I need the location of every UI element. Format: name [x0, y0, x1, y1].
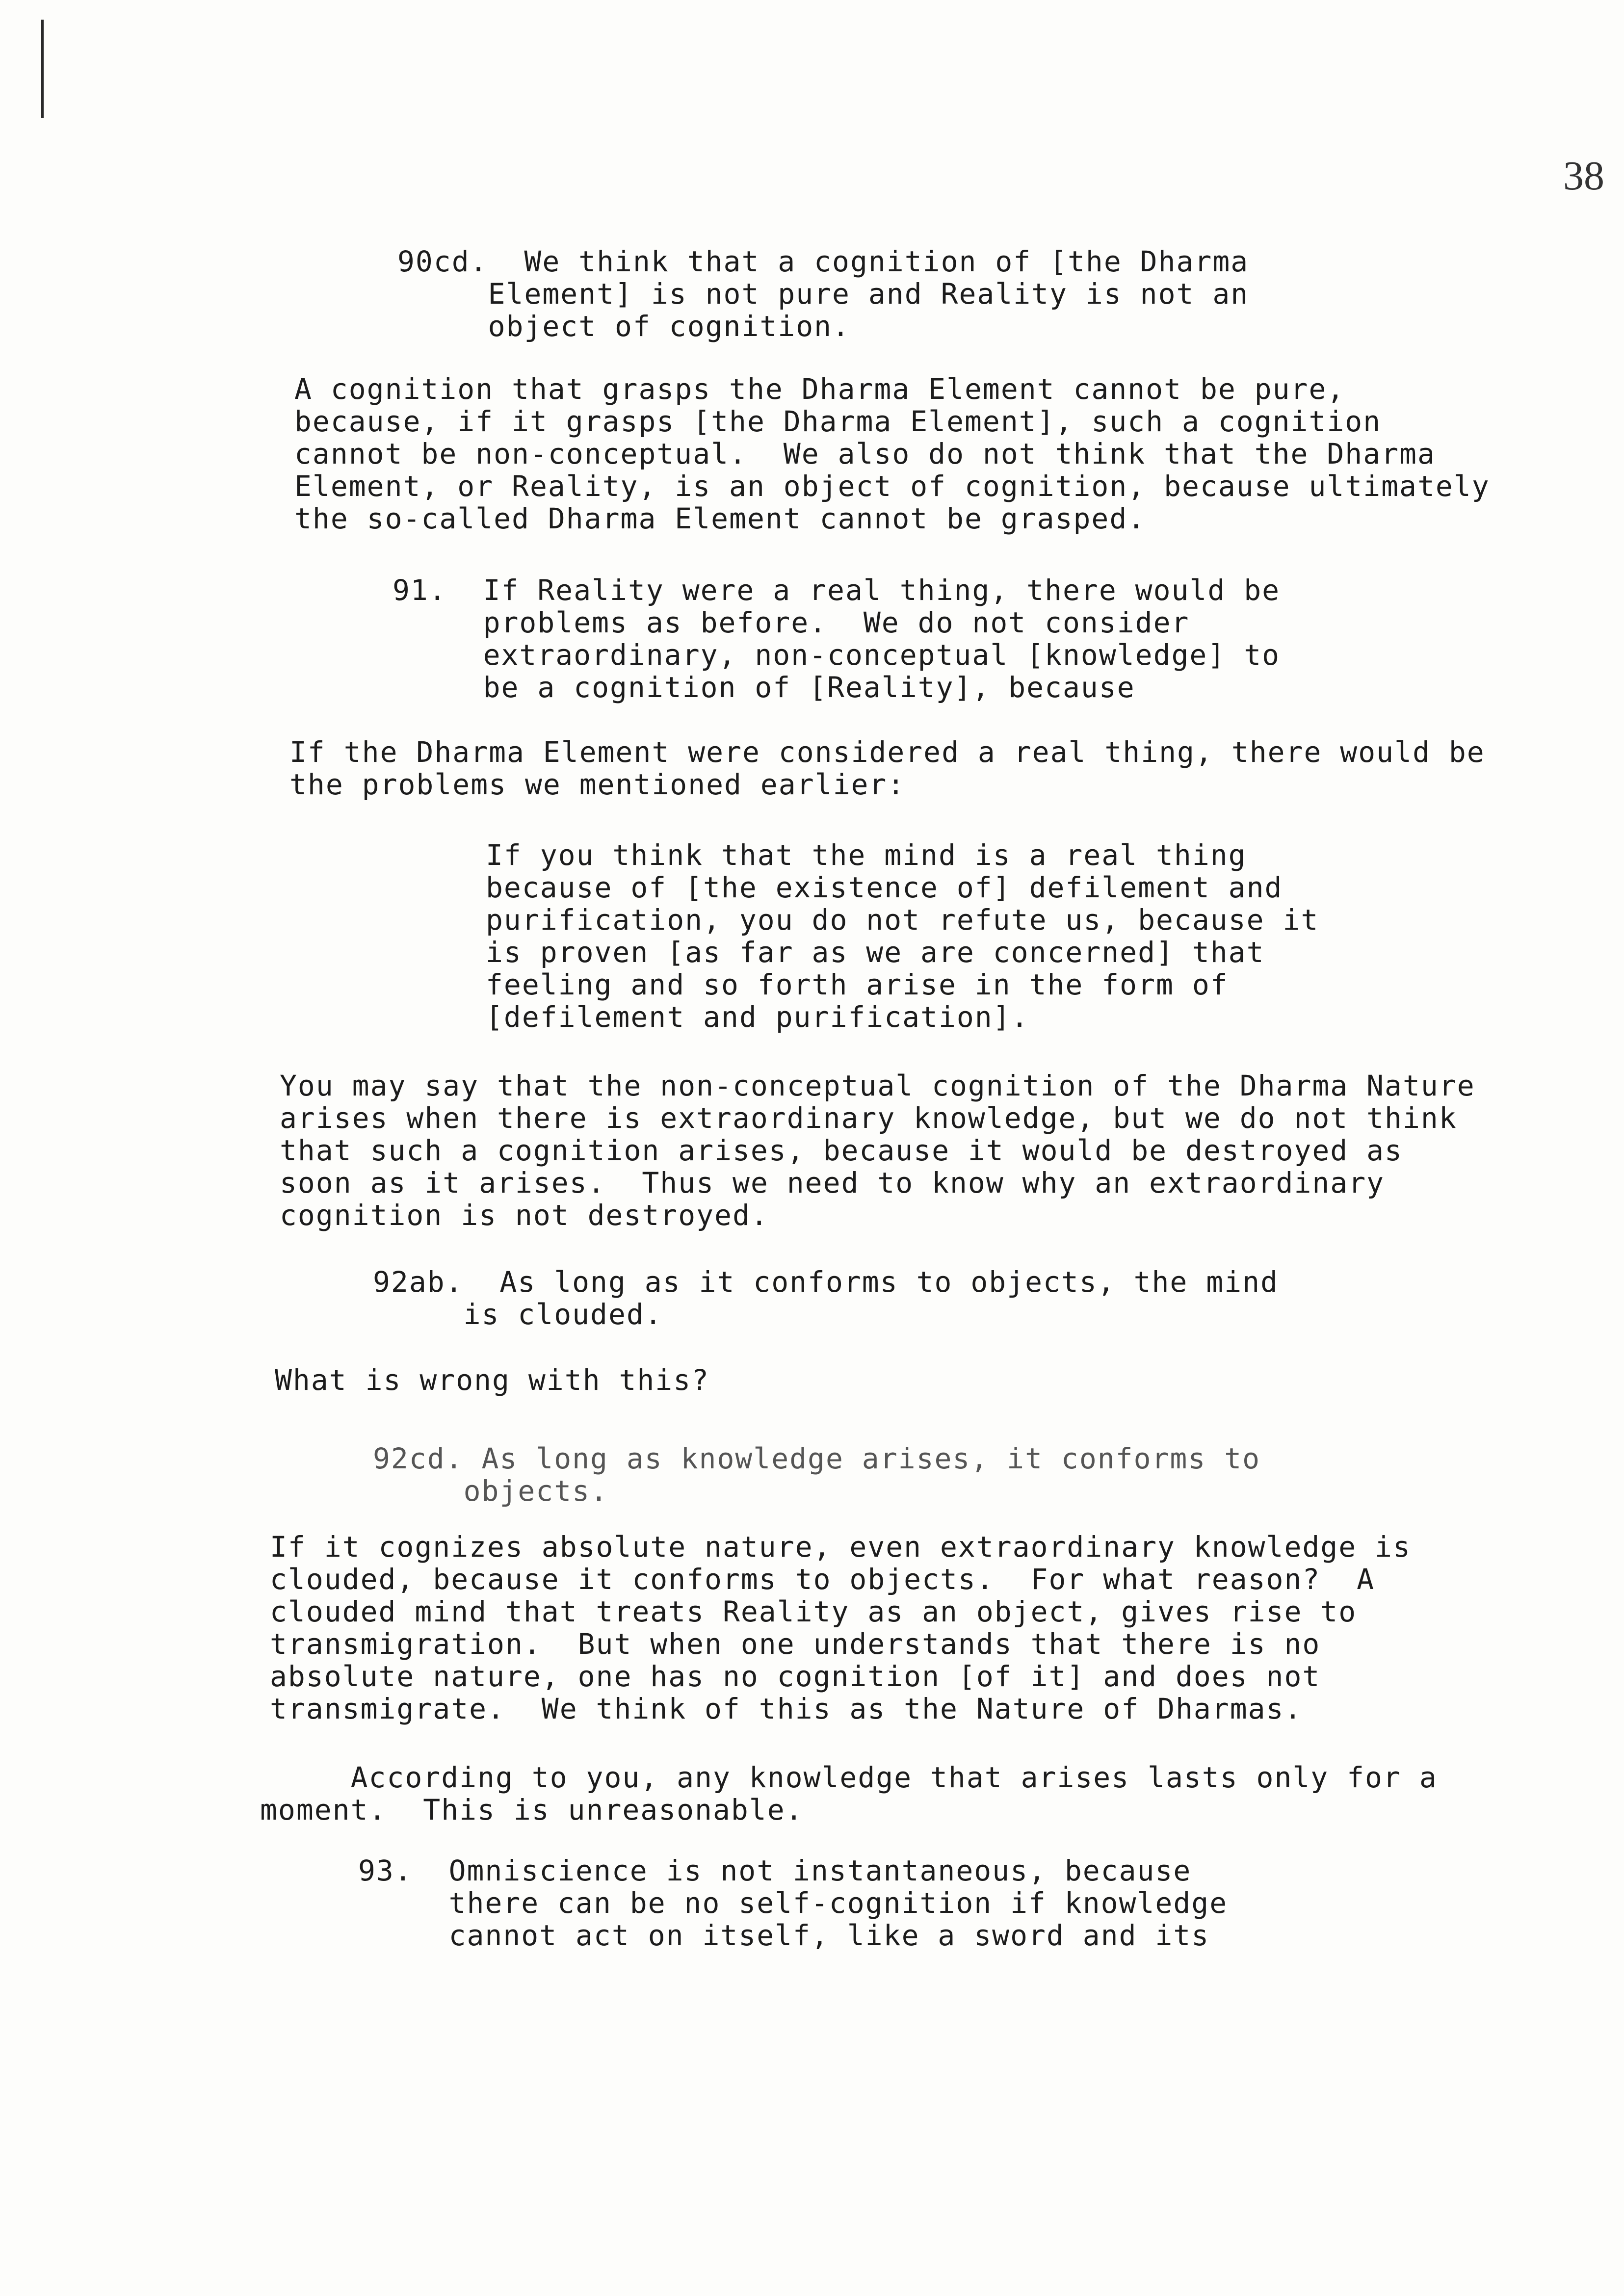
commentary-line: What is wrong with this?	[275, 1363, 710, 1397]
commentary-line: A cognition that grasps the Dharma Element cannot be pure,	[294, 372, 1345, 406]
quotation-line: purification, you do not refute us, because it	[486, 903, 1319, 937]
commentary-line: cognition is not destroyed.	[280, 1199, 769, 1232]
verse-line: object of cognition.	[397, 310, 850, 343]
commentary-90cd	[294, 373, 1490, 535]
commentary-line: If it cognizes absolute nature, even extraordinary knowledge is	[270, 1530, 1411, 1564]
commentary-line: because, if it grasps [the Dharma Element], such a cognition	[294, 405, 1382, 438]
verse-line: extraordinary, non-conceptual [knowledge] to	[393, 638, 1281, 672]
verse-92ab	[373, 1266, 1279, 1331]
commentary-line: absolute nature, one has no cognition [of it] and does not	[270, 1660, 1321, 1693]
commentary-line: You may say that the non-conceptual cognition of the Dharma Nature	[280, 1069, 1475, 1102]
quotation-line: is proven [as far as we are concerned] that	[486, 936, 1265, 969]
commentary-line: If the Dharma Element were considered a real thing, there would be	[289, 735, 1485, 769]
commentary-line: transmigration. But when one understands that there is no	[270, 1627, 1321, 1661]
verse-line: 92cd. As long as knowledge arises, it conforms to	[373, 1442, 1261, 1475]
commentary-line: Element, or Reality, is an object of cognition, because ultimately	[294, 470, 1490, 503]
verse-92cd	[373, 1442, 1260, 1507]
commentary-line: soon as it arises. Thus we need to know why an extraordinary	[280, 1166, 1385, 1200]
commentary-91	[289, 736, 1485, 801]
verse-line: be a cognition of [Reality], because	[393, 671, 1135, 704]
verse-91	[393, 574, 1280, 704]
quotation-line: feeling and so forth arise in the form of	[486, 968, 1229, 1001]
verse-line: objects.	[373, 1474, 608, 1508]
quotation-line: If you think that the mind is a real thing	[486, 838, 1247, 872]
commentary-92ab	[275, 1364, 709, 1396]
commentary-line: the so-called Dharma Element cannot be grasped.	[294, 502, 1146, 535]
verse-90cd	[397, 245, 1249, 342]
commentary-line: clouded mind that treats Reality as an object, gives rise to	[270, 1595, 1357, 1628]
margin-line-mark	[41, 20, 44, 118]
quotation-line: [defilement and purification].	[486, 1000, 1029, 1034]
verse-line: Element] is not pure and Reality is not an	[397, 277, 1249, 311]
verse-line: is clouded.	[373, 1298, 663, 1331]
verse-93	[358, 1854, 1228, 1952]
commentary-line: cannot be non-conceptual. We also do not think that the Dharma	[294, 437, 1436, 470]
verse-line: 90cd. We think that a cognition of [the Dharma	[397, 245, 1249, 278]
page-number: 38	[1563, 153, 1604, 199]
commentary-line: the problems we mentioned earlier:	[289, 768, 906, 801]
commentary-92cd-continued	[260, 1761, 1438, 1826]
quotation-line: because of [the existence of] defilement and	[486, 871, 1283, 904]
verse-line: cannot act on itself, like a sword and its	[358, 1919, 1210, 1952]
verse-line: there can be no self-cognition if knowledge	[358, 1886, 1228, 1920]
verse-line: problems as before. We do not consider	[393, 606, 1190, 639]
commentary-line: arises when there is extraordinary knowledge, but we do not think	[280, 1101, 1457, 1135]
commentary-92cd	[270, 1531, 1411, 1725]
commentary-line: transmigrate. We think of this as the Nature of Dharmas.	[270, 1692, 1303, 1725]
commentary-line: According to you, any knowledge that arises lasts only for a	[260, 1761, 1438, 1794]
commentary-line: moment. This is unreasonable.	[260, 1793, 804, 1826]
quotation-91	[486, 839, 1319, 1033]
commentary-line: clouded, because it conforms to objects. For what reason? A	[270, 1563, 1375, 1596]
commentary-line: that such a cognition arises, because it would be destroyed as	[280, 1134, 1403, 1167]
commentary-91b	[280, 1070, 1475, 1231]
verse-line: 92ab. As long as it conforms to objects, the mind	[373, 1265, 1279, 1299]
verse-line: 93. Omniscience is not instantaneous, because	[358, 1854, 1192, 1887]
verse-line: 91. If Reality were a real thing, there would be	[393, 574, 1281, 607]
